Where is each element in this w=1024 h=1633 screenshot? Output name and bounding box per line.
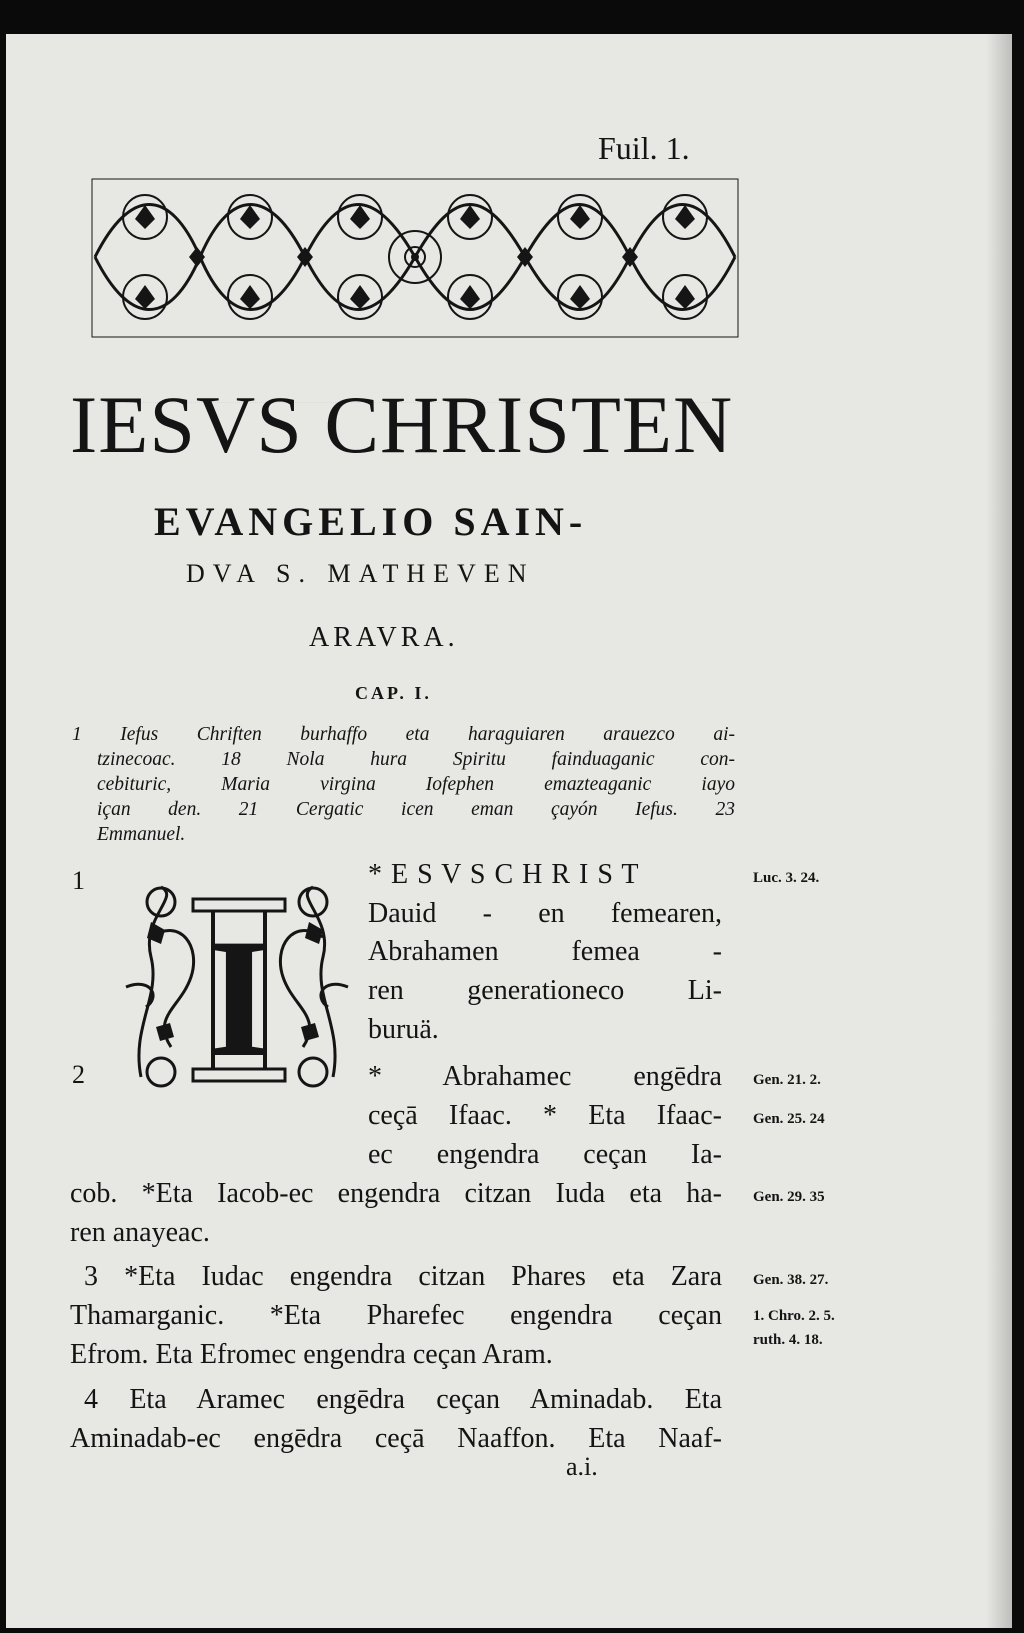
summary-line: tzinecoac. 18 Nola hura Spiritu fainduaganic con- bbox=[97, 749, 735, 770]
verse-line: cob. *Eta Iacob-ec engendra citzan Iuda eta ha- bbox=[70, 1178, 722, 1209]
verse-line: 3 *Eta Iudac engendra citzan Phares eta Zara bbox=[84, 1261, 722, 1292]
verse-line: ren generationeco Li- bbox=[368, 975, 722, 1006]
verse-line: Efrom. Eta Efromec engendra ceçan Aram. bbox=[70, 1339, 553, 1370]
margin-note: 1. Chro. 2. 5. bbox=[753, 1308, 835, 1324]
verse-line: 4 Eta Aramec engēdra ceçan Aminadab. Eta bbox=[84, 1384, 722, 1415]
verse-number: 1 bbox=[72, 866, 85, 895]
margin-note: Gen. 25. 24 bbox=[753, 1111, 825, 1127]
summary-line: içan den. 21 Cergatic icen eman çayón Iefus. 23 bbox=[97, 799, 735, 820]
title-line-3: DVA S. MATHEVEN bbox=[186, 559, 535, 588]
book-title: IESVS CHRISTEN bbox=[70, 379, 734, 470]
verse-line: buruä. bbox=[368, 1014, 439, 1045]
book-page bbox=[6, 34, 1012, 1628]
summary-line: cebituric, Maria virgina Iofephen emazteaganic iayo bbox=[97, 774, 735, 795]
margin-note: ruth. 4. 18. bbox=[753, 1332, 823, 1348]
margin-note: Gen. 38. 27. bbox=[753, 1272, 829, 1288]
verse-line: ceçā Ifaac. * Eta Ifaac- bbox=[368, 1100, 722, 1131]
margin-note: Gen. 21. 2. bbox=[753, 1072, 821, 1088]
margin-note: Gen. 29. 35 bbox=[753, 1189, 825, 1205]
verse-line: ren anayeac. bbox=[70, 1217, 210, 1248]
signature-mark: a.i. bbox=[566, 1452, 598, 1481]
verse-line: Abrahamen femea - bbox=[368, 936, 722, 967]
decorated-initial-icon bbox=[121, 877, 353, 1099]
verse-line: * Abrahamec engēdra bbox=[368, 1061, 722, 1092]
verse-line: * E S V S C H R I S T bbox=[368, 859, 640, 890]
summary-line: 1 Iefus Chriften burhaffo eta haraguiaren arauezco ai- bbox=[72, 724, 735, 745]
page-edge-shadow bbox=[986, 34, 1012, 1628]
verse-line: Aminadab-ec engēdra ceçā Naaffon. Eta Naaf- bbox=[70, 1423, 722, 1454]
title-line-2: EVANGELIO SAIN- bbox=[154, 499, 588, 544]
verse-number: 2 bbox=[72, 1060, 85, 1089]
initial-letter: I bbox=[205, 904, 273, 1092]
summary-line: Emmanuel. bbox=[97, 824, 186, 845]
verse-line: Dauid - en femearen, bbox=[368, 898, 722, 929]
verse-line: ec engendra ceçan Ia- bbox=[368, 1139, 722, 1170]
ornamental-headpiece-icon bbox=[90, 177, 740, 339]
chapter-heading: CAP. I. bbox=[355, 683, 432, 703]
verse-line: Thamarganic. *Eta Pharefec engendra ceçan bbox=[70, 1300, 722, 1331]
folio-number: Fuil. 1. bbox=[598, 130, 690, 166]
title-line-4: ARAVRA. bbox=[309, 622, 459, 653]
margin-note: Luc. 3. 24. bbox=[753, 870, 820, 886]
